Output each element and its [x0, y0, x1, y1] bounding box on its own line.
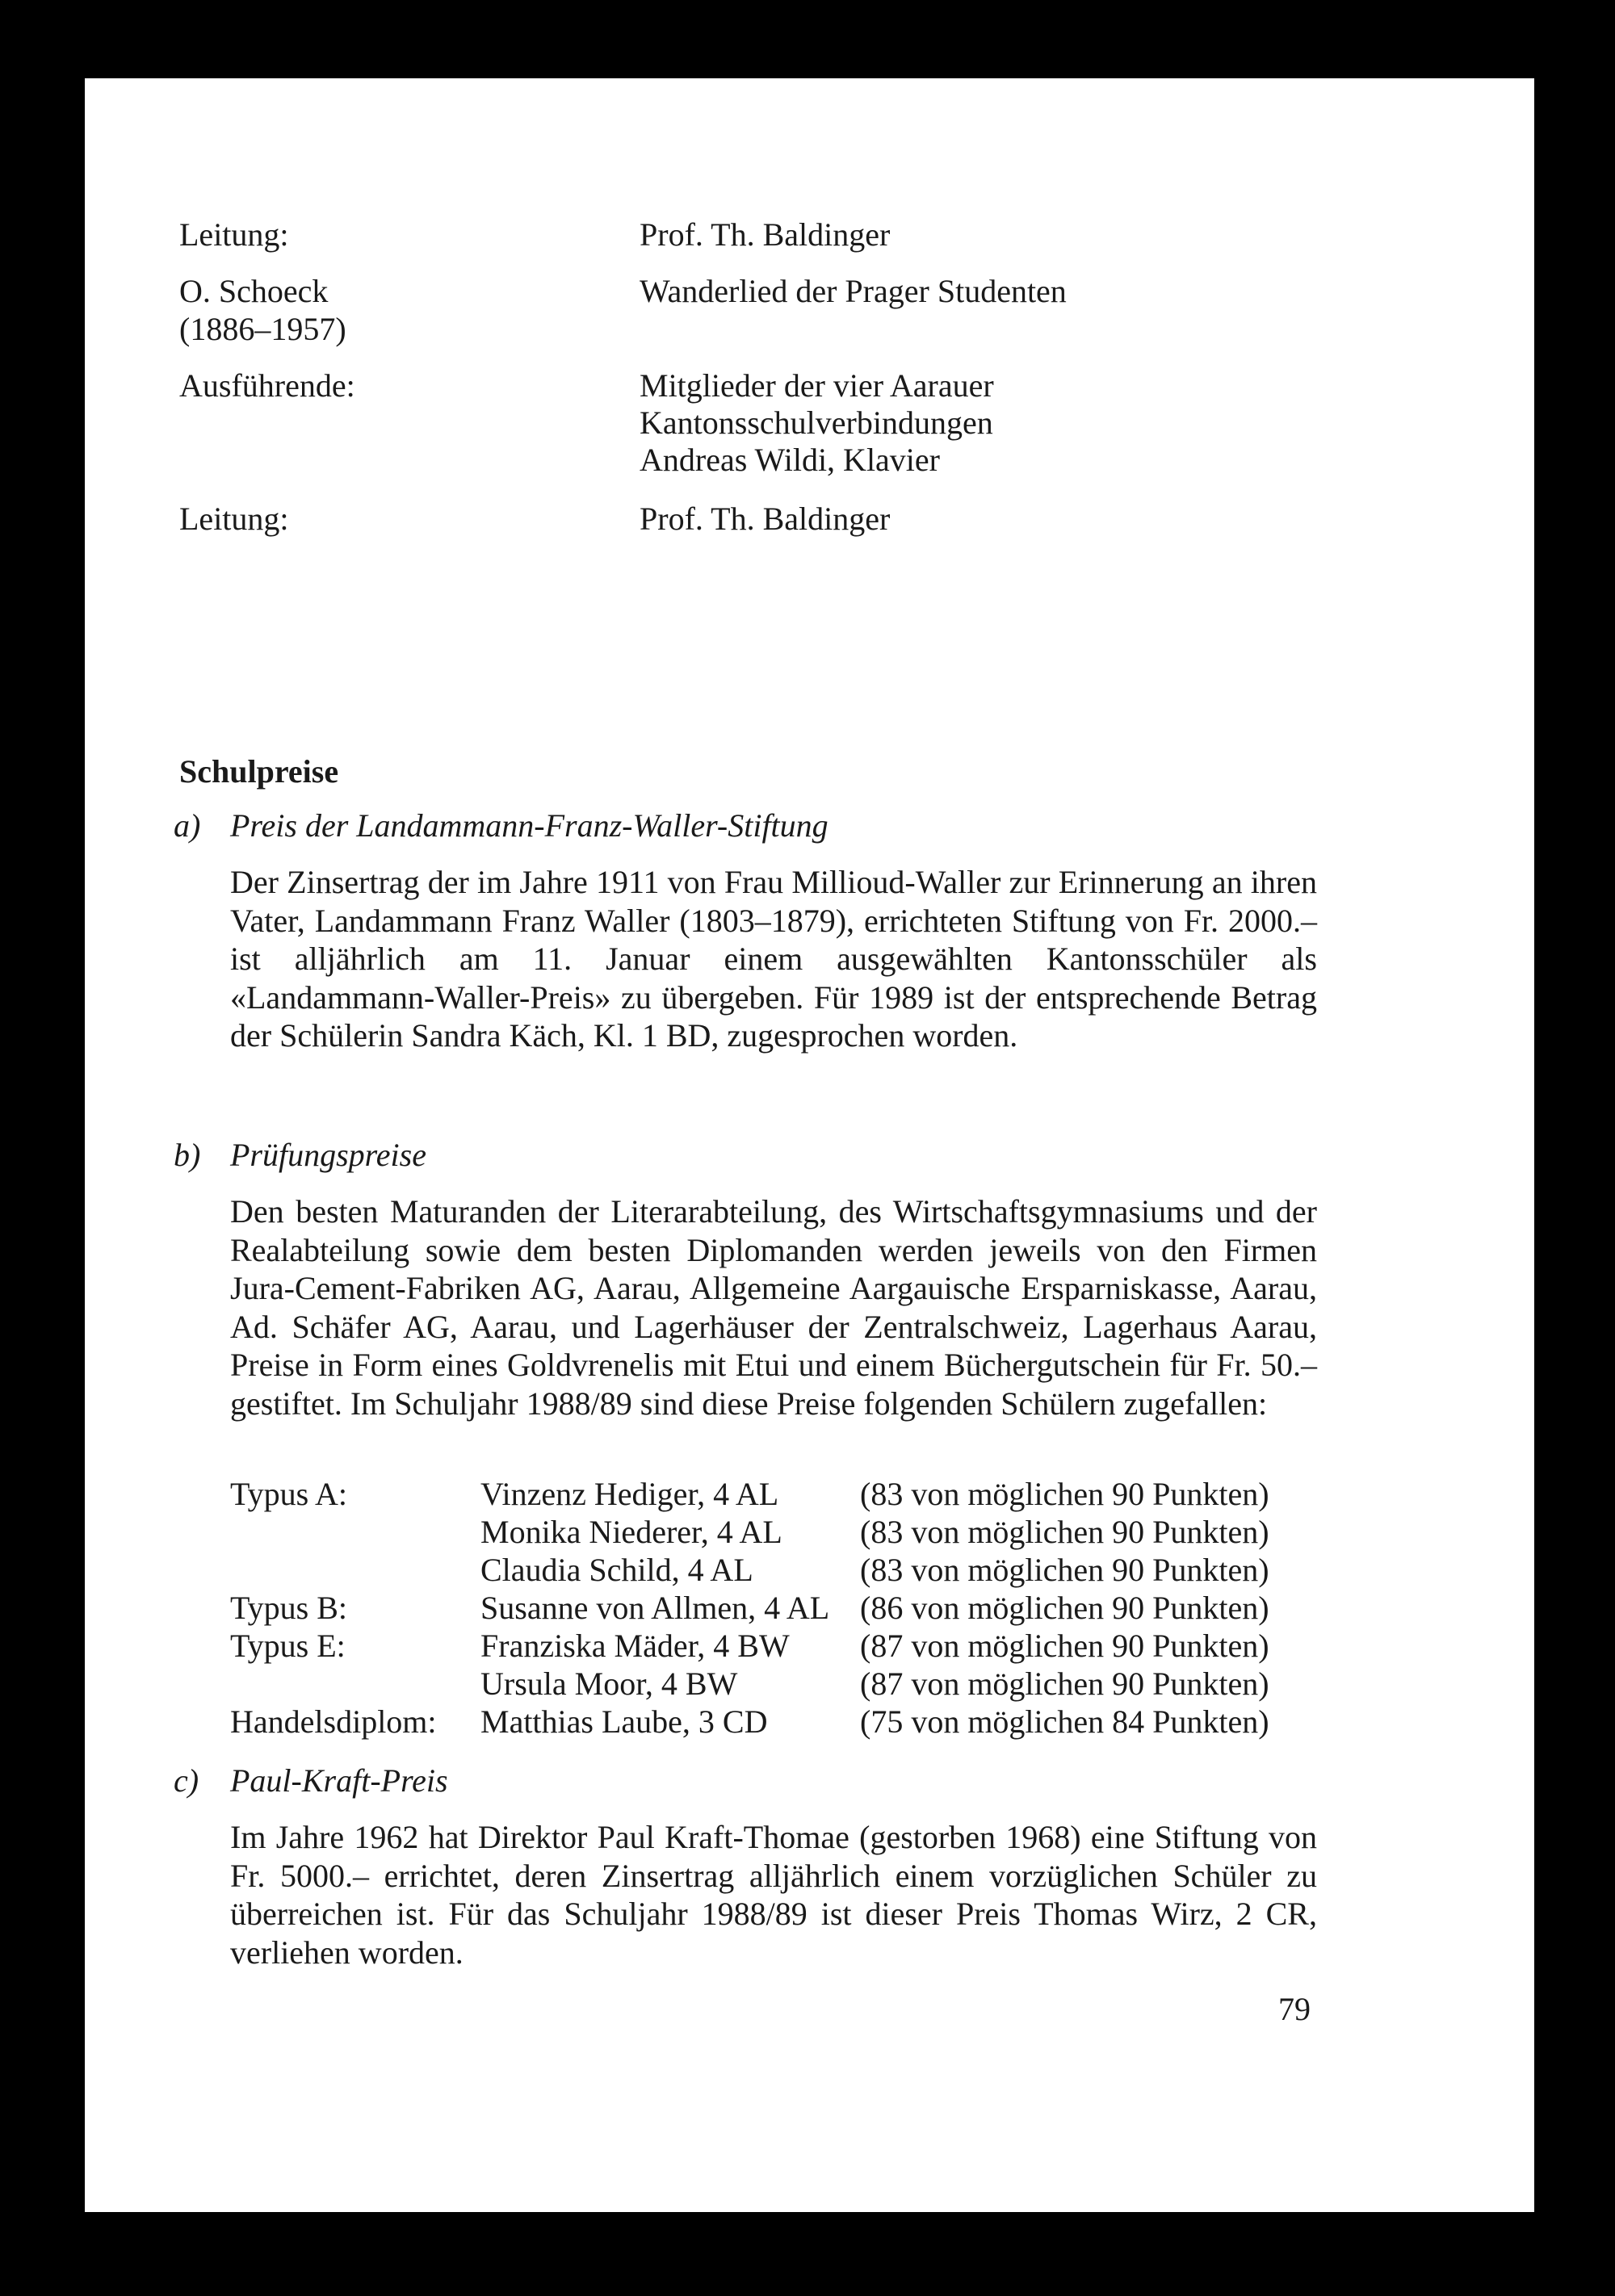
program-value-piece: Wanderlied der Prager Studenten — [640, 273, 1067, 309]
winner-name: Claudia Schild, 4 AL — [480, 1552, 753, 1588]
program-value-leitung-1: Prof. Th. Baldinger — [640, 216, 891, 253]
section-c-title: Paul-Kraft-Preis — [230, 1762, 448, 1799]
section-c-paragraph: Im Jahre 1962 hat Direktor Paul Kraft-Thomae (gestorben 1968) eine Stiftung von Fr. 5000.– errichtet, deren Zinsertrag alljährlich einem vorzüglichen Schüler zu überreichen ist. Für das Schuljahr 1988/89 ist dieser Preis Thomas Wirz, 2 CR, verliehen worden. — [230, 1819, 1317, 1971]
winner-type: Typus A: — [230, 1476, 347, 1512]
program-label-leitung-1: Leitung: — [179, 216, 289, 253]
winner-score: (87 von möglichen 90 Punkten) — [860, 1628, 1269, 1664]
winner-score: (86 von möglichen 90 Punkten) — [860, 1590, 1269, 1626]
document-page — [85, 78, 1534, 2212]
winner-type: Handelsdiplom: — [230, 1703, 437, 1740]
section-c-letter: c) — [174, 1762, 199, 1799]
winner-name: Franziska Mäder, 4 BW — [480, 1628, 790, 1664]
section-a-letter: a) — [174, 807, 201, 844]
winner-score: (83 von möglichen 90 Punkten) — [860, 1514, 1269, 1550]
program-value-leitung-2: Prof. Th. Baldinger — [640, 501, 891, 537]
winner-type: Typus E: — [230, 1628, 346, 1664]
winner-name: Matthias Laube, 3 CD — [480, 1703, 768, 1740]
section-a-title: Preis der Landammann-Franz-Waller-Stiftung — [230, 807, 828, 844]
winner-score: (83 von möglichen 90 Punkten) — [860, 1476, 1269, 1512]
program-value-performers-1: Mitglieder der vier Aarauer — [640, 367, 994, 404]
winner-name: Susanne von Allmen, 4 AL — [480, 1590, 830, 1626]
program-label-leitung-2: Leitung: — [179, 501, 289, 537]
program-value-performers-3: Andreas Wildi, Klavier — [640, 442, 940, 478]
winner-score: (75 von möglichen 84 Punkten) — [860, 1703, 1269, 1740]
section-b-title: Prüfungspreise — [230, 1137, 426, 1173]
section-b-paragraph: Den besten Maturanden der Literarabteilung, des Wirtschaftsgymnasiums und der Realabteilung sowie dem besten Diplomanden werden jeweils von den Firmen Jura-Cement-Fabriken AG, Aarau, Allgemeine Aargauische Ersparniskasse, Aarau, Ad. Schäfer AG, Aarau, und Lagerhäuser der Zentralschweiz, Lagerhaus Aarau, Preise in Form eines Goldvrenelis mit Etui und einem Büchergutschein für Fr. 50.– gestiftet. Im Schuljahr 1988/89 sind diese Preise folgenden Schülern zugefallen: — [230, 1193, 1317, 1422]
winner-name: Monika Niederer, 4 AL — [480, 1514, 782, 1550]
page-number: 79 — [1278, 1991, 1311, 2027]
winner-name: Vinzenz Hediger, 4 AL — [480, 1476, 779, 1512]
program-label-composer: O. Schoeck (1886–1957) — [179, 273, 346, 347]
winner-name: Ursula Moor, 4 BW — [480, 1665, 738, 1702]
program-label-performers: Ausführende: — [179, 367, 355, 404]
winner-score: (83 von möglichen 90 Punkten) — [860, 1552, 1269, 1588]
program-value-performers-2: Kantonsschulverbindungen — [640, 404, 993, 441]
section-heading-schulpreise: Schulpreise — [179, 753, 339, 790]
section-a-paragraph: Der Zinsertrag der im Jahre 1911 von Frau Millioud-Waller zur Erinnerung an ihren Vater, Landammann Franz Waller (1803–1879), errichteten Stiftung von Fr. 2000.– ist alljährlich am 11. Januar einem ausgewählten Kantonsschüler als «Landammann-Waller-Preis» zu übergeben. Für 1989 ist der entsprechende Betrag der Schülerin Sandra Käch, Kl. 1 BD, zugesprochen worden. — [230, 864, 1317, 1054]
winner-type: Typus B: — [230, 1590, 347, 1626]
winner-score: (87 von möglichen 90 Punkten) — [860, 1665, 1269, 1702]
section-b-letter: b) — [174, 1137, 201, 1173]
